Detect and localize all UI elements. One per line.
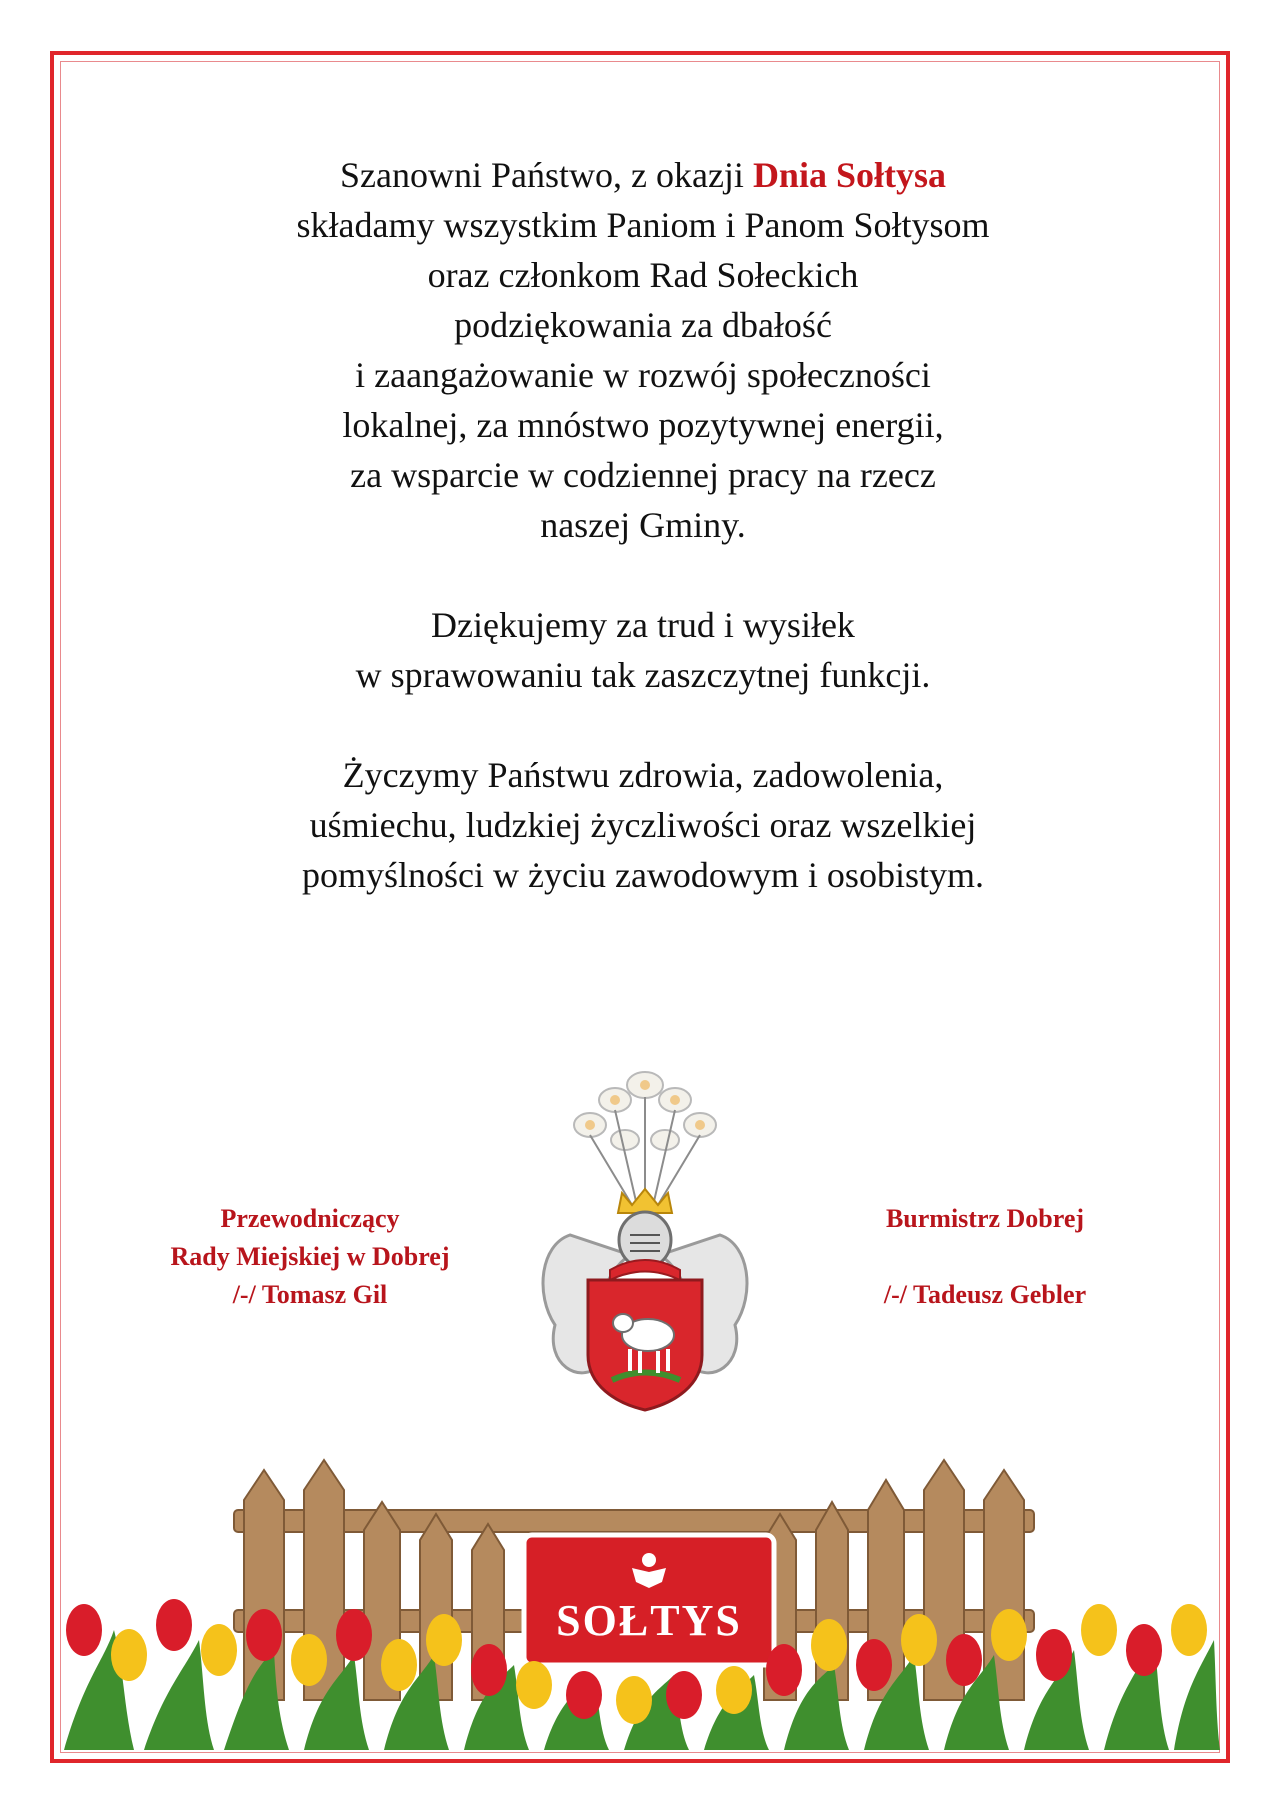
signature-council-chairman — [130, 1200, 490, 1314]
thanks-line: Dziękujemy za trud i wysiłek — [431, 605, 855, 645]
greeting-line: oraz członkom Rad Sołeckich — [427, 255, 859, 295]
helmet-icon — [610, 1212, 680, 1280]
greeting-line: za wsparcie w codziennej pracy na rzecz — [350, 455, 936, 495]
greeting-line: składamy wszystkim Paniom i Panom Sołtysom — [296, 205, 990, 245]
signature-title: Rady Miejskiej w Dobrej — [170, 1242, 450, 1271]
wishes-line: uśmiechu, ludzkiej życzliwości oraz wszelkiej — [309, 805, 977, 845]
greeting-line: i zaangażowanie w rozwój społeczności — [355, 355, 931, 395]
fence-tulips-illustration — [64, 1440, 1220, 1750]
coat-of-arms-icon — [530, 1065, 760, 1415]
greeting-intro: Szanowni Państwo, z okazji — [340, 155, 753, 195]
signature-mayor — [830, 1200, 1140, 1314]
greeting-line: podziękowania za dbałość — [454, 305, 832, 345]
wishes-line: pomyślności w życiu zawodowym i osobistym. — [302, 855, 984, 895]
signature-name: /-/ Tadeusz Gebler — [883, 1280, 1087, 1309]
greeting-line: naszej Gminy. — [540, 505, 746, 545]
sign-text: SOŁTYS — [556, 1596, 742, 1645]
signature-name: /-/ Tomasz Gil — [232, 1280, 388, 1309]
crown-icon — [618, 1189, 672, 1213]
greeting-text — [150, 150, 1136, 900]
greeting-intro-line — [150, 150, 1136, 200]
greeting-line: lokalnej, za mnóstwo pozytywnej energii, — [342, 405, 944, 445]
signature-title: Przewodniczący — [220, 1204, 400, 1233]
thanks-line: w sprawowaniu tak zaszczytnej funkcji. — [355, 655, 931, 695]
signature-title: Burmistrz Dobrej — [885, 1204, 1085, 1233]
greeting-highlight: Dnia Sołtysa — [752, 155, 946, 195]
wishes-line: Życzymy Państwu zdrowia, zadowolenia, — [342, 755, 944, 795]
